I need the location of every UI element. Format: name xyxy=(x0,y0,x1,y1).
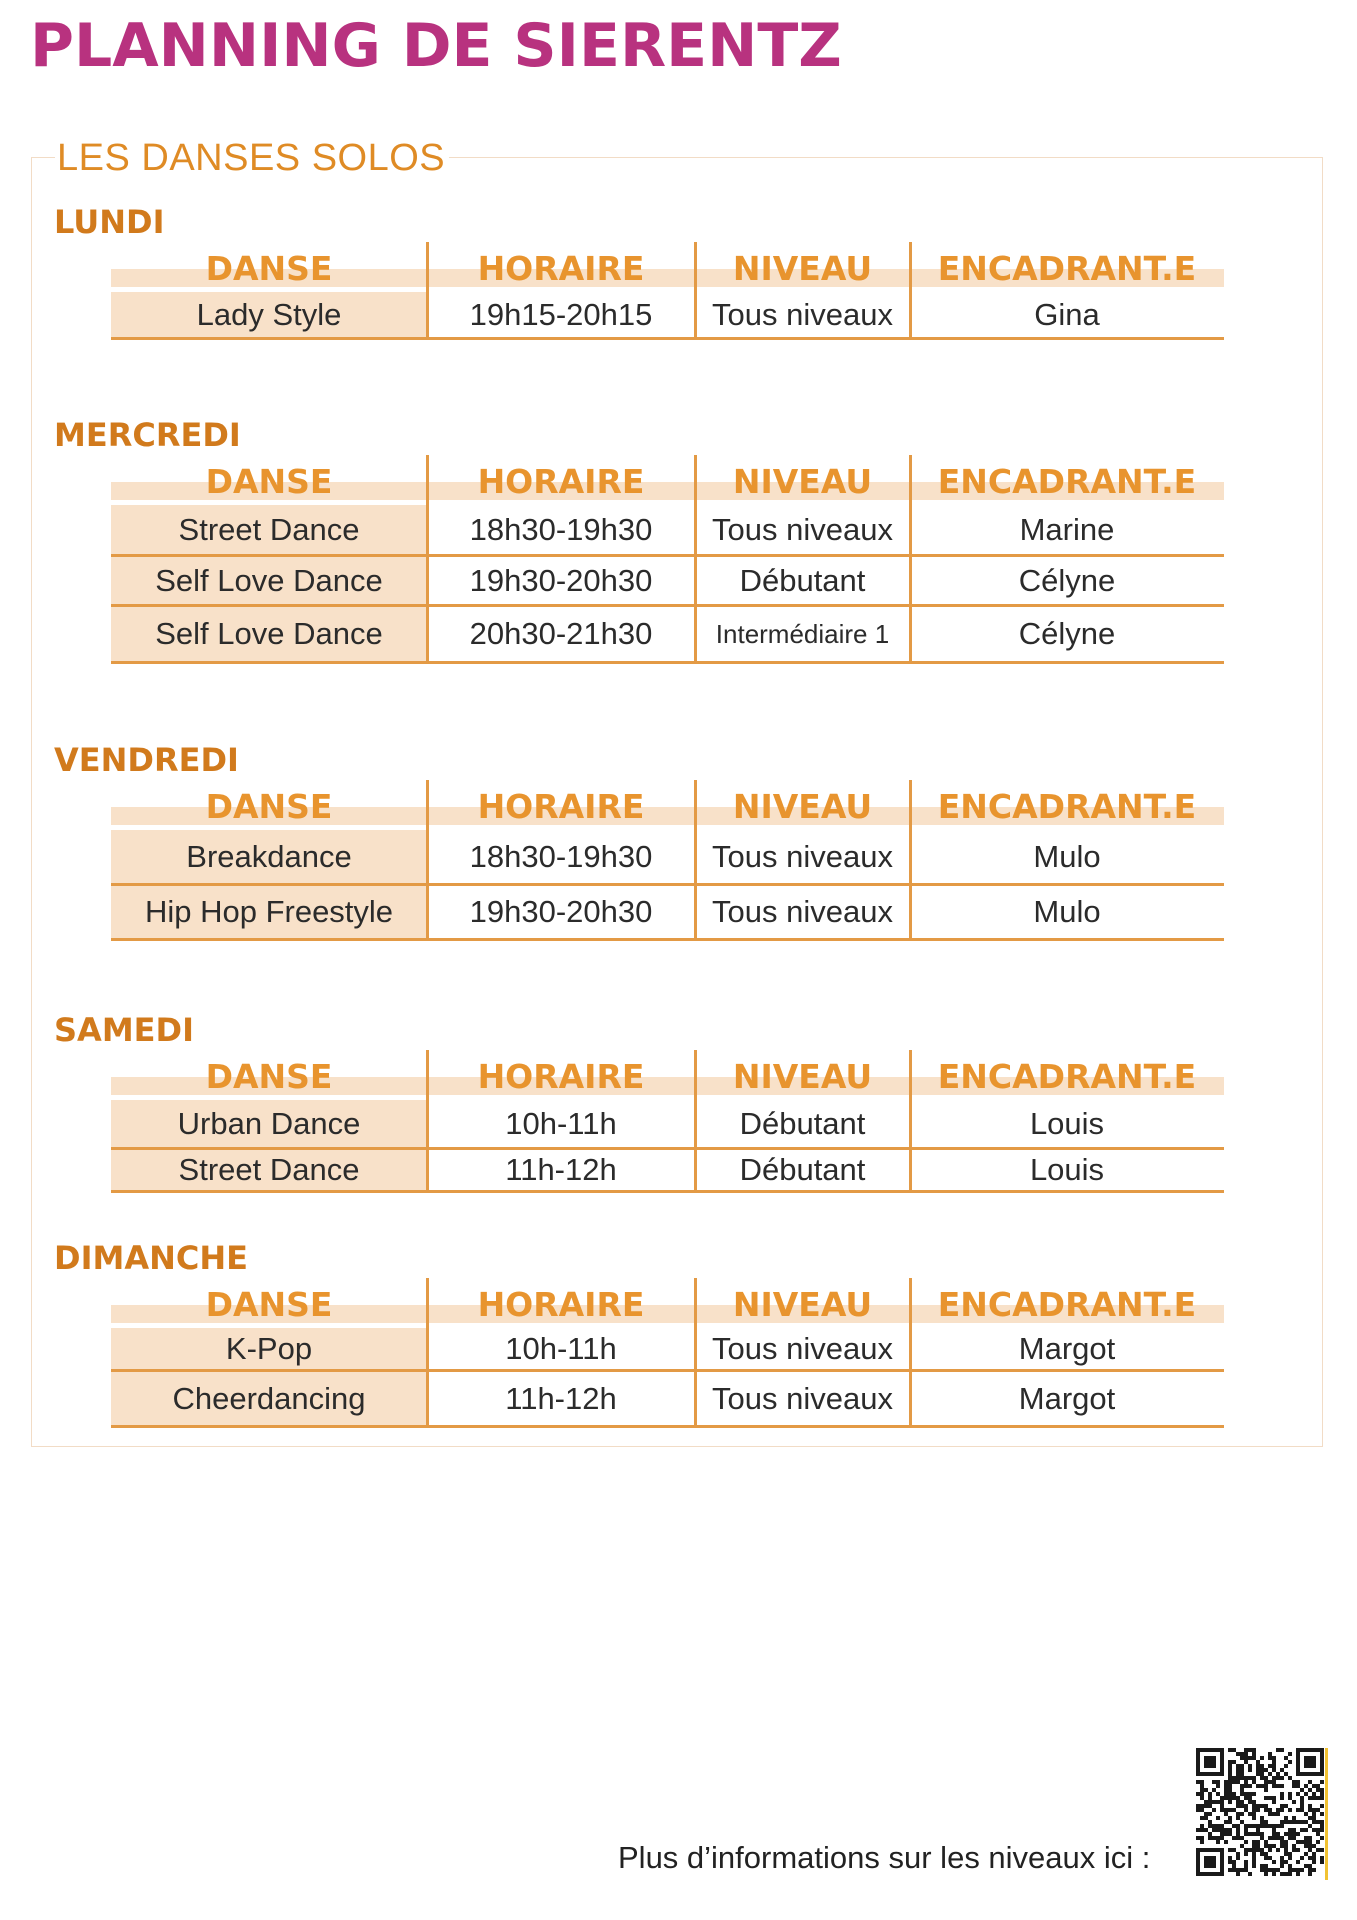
cell-encadrant: Mulo xyxy=(1033,838,1101,874)
cell-danse: Urban Dance xyxy=(177,1105,361,1141)
header-horaire: HORAIRE xyxy=(477,787,645,826)
table-row xyxy=(111,1150,1224,1193)
header-encadrant: ENCADRANT.E xyxy=(937,1285,1197,1324)
cell-niveau: Tous niveaux xyxy=(712,894,893,929)
cell-danse: Street Dance xyxy=(178,511,360,547)
cell-encadrant: Margot xyxy=(1018,1330,1116,1366)
cell-encadrant: Louis xyxy=(1029,1152,1105,1187)
column-divider xyxy=(909,1278,912,1425)
header-encadrant: ENCADRANT.E xyxy=(937,1057,1197,1096)
header-danse: DANSE xyxy=(205,249,333,288)
table-header xyxy=(111,1278,1224,1328)
header-encadrant: ENCADRANT.E xyxy=(937,462,1197,501)
qr-code-icon[interactable] xyxy=(1196,1748,1328,1880)
column-divider xyxy=(694,1278,697,1425)
cell-horaire: 19h15-20h15 xyxy=(469,296,653,332)
section-label: LES DANSES SOLOS xyxy=(55,134,449,182)
cell-niveau: Intermédiaire 1 xyxy=(715,618,890,649)
cell-encadrant: Louis xyxy=(1029,1105,1105,1141)
table-row xyxy=(111,607,1224,664)
cell-danse: Street Dance xyxy=(178,1152,360,1187)
header-niveau: NIVEAU xyxy=(732,249,873,288)
cell-horaire: 18h30-19h30 xyxy=(469,511,653,547)
cell-horaire: 20h30-21h30 xyxy=(469,616,653,651)
cell-danse: Self Love Dance xyxy=(155,616,383,651)
table-row xyxy=(111,886,1224,941)
cell-horaire: 18h30-19h30 xyxy=(469,838,653,874)
day-title: DIMANCHE xyxy=(54,1239,248,1277)
day-title: SAMEDI xyxy=(54,1011,194,1049)
table-row xyxy=(111,505,1224,557)
column-divider xyxy=(426,242,429,337)
table-header xyxy=(111,1050,1224,1100)
header-danse: DANSE xyxy=(205,1285,333,1324)
header-horaire: HORAIRE xyxy=(477,1285,645,1324)
column-divider xyxy=(694,780,697,938)
cell-danse: Lady Style xyxy=(196,296,342,332)
header-danse: DANSE xyxy=(205,1057,333,1096)
day-title: VENDREDI xyxy=(54,741,239,779)
cell-danse: Self Love Dance xyxy=(155,562,383,598)
cell-horaire: 19h30-20h30 xyxy=(469,562,653,598)
cell-encadrant: Marine xyxy=(1019,511,1115,547)
header-horaire: HORAIRE xyxy=(477,1057,645,1096)
cell-danse: K-Pop xyxy=(225,1330,313,1366)
column-divider xyxy=(694,1050,697,1190)
column-divider xyxy=(426,1050,429,1190)
header-encadrant: ENCADRANT.E xyxy=(937,787,1197,826)
table-row xyxy=(111,1100,1224,1150)
column-divider xyxy=(694,455,697,661)
header-danse: DANSE xyxy=(205,787,333,826)
cell-encadrant: Gina xyxy=(1034,296,1100,332)
cell-niveau: Tous niveaux xyxy=(712,296,893,332)
cell-niveau: Débutant xyxy=(739,562,866,598)
day-title: MERCREDI xyxy=(54,416,241,454)
cell-danse: Breakdance xyxy=(186,838,352,874)
header-niveau: NIVEAU xyxy=(732,462,873,501)
table-row xyxy=(111,1328,1224,1372)
schedule-table xyxy=(111,780,1224,941)
column-divider xyxy=(694,242,697,337)
column-divider xyxy=(909,242,912,337)
cell-horaire: 11h-12h xyxy=(505,1380,617,1416)
schedule-table xyxy=(111,242,1224,340)
page-title: PLANNING DE SIERENTZ xyxy=(30,11,842,81)
header-niveau: NIVEAU xyxy=(732,1057,873,1096)
column-divider xyxy=(426,780,429,938)
cell-horaire: 11h-12h xyxy=(505,1152,617,1187)
schedule-table xyxy=(111,455,1224,664)
header-niveau: NIVEAU xyxy=(732,1285,873,1324)
cell-horaire: 19h30-20h30 xyxy=(469,894,653,929)
cell-niveau: Débutant xyxy=(739,1105,866,1141)
footer-text: Plus d’informations sur les niveaux ici : xyxy=(618,1840,1151,1875)
column-divider xyxy=(909,780,912,938)
cell-danse: Hip Hop Freestyle xyxy=(144,894,394,929)
column-divider xyxy=(426,455,429,661)
schedule-table xyxy=(111,1278,1224,1428)
table-header xyxy=(111,242,1224,292)
table-header xyxy=(111,455,1224,505)
cell-niveau: Tous niveaux xyxy=(712,838,893,874)
day-title: LUNDI xyxy=(54,203,165,241)
table-row xyxy=(111,292,1224,340)
cell-encadrant: Célyne xyxy=(1018,562,1116,598)
column-divider xyxy=(426,1278,429,1425)
table-row xyxy=(111,1372,1224,1428)
table-row xyxy=(111,557,1224,607)
header-danse: DANSE xyxy=(205,462,333,501)
schedule-table xyxy=(111,1050,1224,1193)
table-header xyxy=(111,780,1224,830)
cell-danse: Cheerdancing xyxy=(172,1380,366,1416)
cell-encadrant: Margot xyxy=(1018,1380,1116,1416)
column-divider xyxy=(909,1050,912,1190)
cell-niveau: Tous niveaux xyxy=(712,1330,893,1366)
column-divider xyxy=(909,455,912,661)
header-niveau: NIVEAU xyxy=(732,787,873,826)
header-horaire: HORAIRE xyxy=(477,249,645,288)
header-horaire: HORAIRE xyxy=(477,462,645,501)
cell-horaire: 10h-11h xyxy=(505,1105,617,1141)
cell-niveau: Tous niveaux xyxy=(712,511,893,547)
table-row xyxy=(111,830,1224,886)
cell-niveau: Débutant xyxy=(739,1152,866,1187)
cell-encadrant: Célyne xyxy=(1018,616,1116,651)
header-encadrant: ENCADRANT.E xyxy=(937,249,1197,288)
cell-horaire: 10h-11h xyxy=(505,1330,617,1366)
cell-niveau: Tous niveaux xyxy=(712,1380,893,1416)
cell-encadrant: Mulo xyxy=(1033,894,1101,929)
